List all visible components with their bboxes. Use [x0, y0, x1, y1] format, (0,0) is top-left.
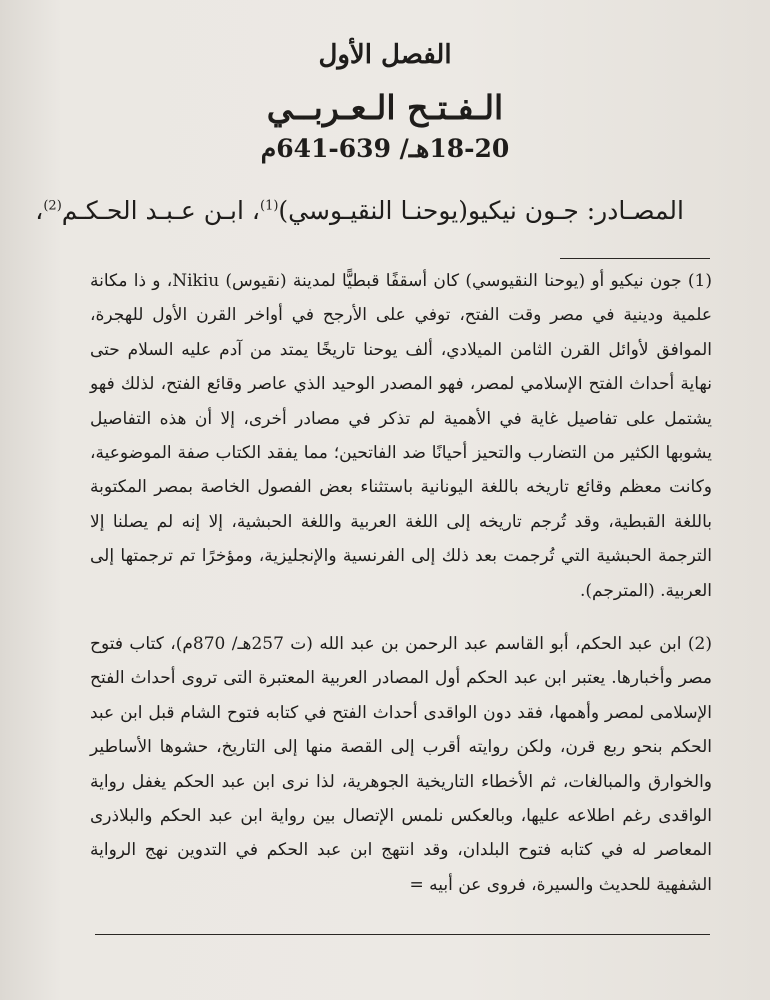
footnote-1	[90, 264, 712, 608]
footnote-separator	[560, 258, 710, 259]
sources-mid: ، ابـن عـبـد الحـكـم	[61, 196, 260, 225]
date-range: 18-20هـ/ 639-641م	[260, 134, 510, 163]
footnote-2	[90, 627, 712, 902]
footnote-number: (2)	[687, 634, 713, 654]
footnote-number: (1)	[687, 271, 712, 291]
footnote-ref-2: (2)	[43, 198, 62, 214]
sources-text: جـون نيكيو(يوحنـا النقيـوسي)	[278, 196, 579, 225]
sources-label: المصـادر:	[586, 196, 684, 225]
footnote-text: ابن عبد الحكم، أبو القاسم عبد الرحمن بن عبد الله (ت 257هـ/ 870م)، كتاب فتوح مصر وأخبارها. يعتبر ابن عبد الحكم أول المصادر العربية المعتبرة التى تروى أحداث الفتح الإسلامى لمصر وأهمها، فقد دون الواقدى أحداث الفتح في كتابه فتوح الشام قبل ابن عبد الحكم بنحو ربع قرن، ولكن روايته أقرب إلى القصة منها إلى التاريخ، حشوها الأساطير والخوارق والمبالغات، ثم الأخطاء التاريخية الجوهرية، لذا نرى ابن عبد الحكم يغفل رواية الواقدى رغم اطلاعه عليها، وبالعكس نلمس الإتصال بين رواية ابن عبد الحكم والبلاذرى المعاصر له في كتابه فتوح البلدان، وقد انتهج ابن عبد الحكم في التدوين نهج الرواية الشفهية للحديث والسيرة، فروى عن أبيه =	[90, 634, 712, 895]
sources-line	[35, 196, 684, 225]
footnote-ref-1: (1)	[259, 198, 279, 214]
sources-end: ،	[35, 196, 44, 225]
chapter-label: الفصل الأول	[318, 40, 452, 70]
bottom-rule	[95, 934, 710, 935]
chapter-title: الـفـتـح الـعـربــي	[266, 88, 504, 127]
footnote-text: جون نيكيو أو (يوحنا النقيوسي) كان أسقفًا قبطيًّا لمدينة (نقيوس) Nikiu، و ذا مكانة علمية ودينية في مصر وقت الفتح، توفي على الأرجح في أواخر القرن الأول للهجرة، الموافق لأوائل القرن الثامن الميلادي، ألف يوحنا تاريخًا يمتد من آدم عليه السلام حتى نهاية أحداث الفتح الإسلامي لمصر، فهو المصدر الوحيد الذي عاصر وقائع الفتح، لذلك فهو يشتمل على تفاصيل غاية في الأهمية لم تذكر في مصادر أخرى، إلا أن هذه التفاصيل يشوبها الكثير من التضارب والتحيز أحيانًا ضد الفاتحين؛ مما يفقد الكتاب صفة الموضوعية، وكانت معظم وقائع تاريخه باللغة اليونانية باستثناء بعض الفصول الخاصة بمصر المكتوبة باللغة القبطية، وقد تُرجم تاريخه إلى اللغة العربية واللغة الحبشية، إلا إنه لم يصلنا إلا الترجمة الحبشية التي تُرجمت بعد ذلك إلى الفرنسية والإنجليزية، ومؤخرًا تم ترجمتها إلى العربية. (المترجم).	[90, 271, 712, 601]
